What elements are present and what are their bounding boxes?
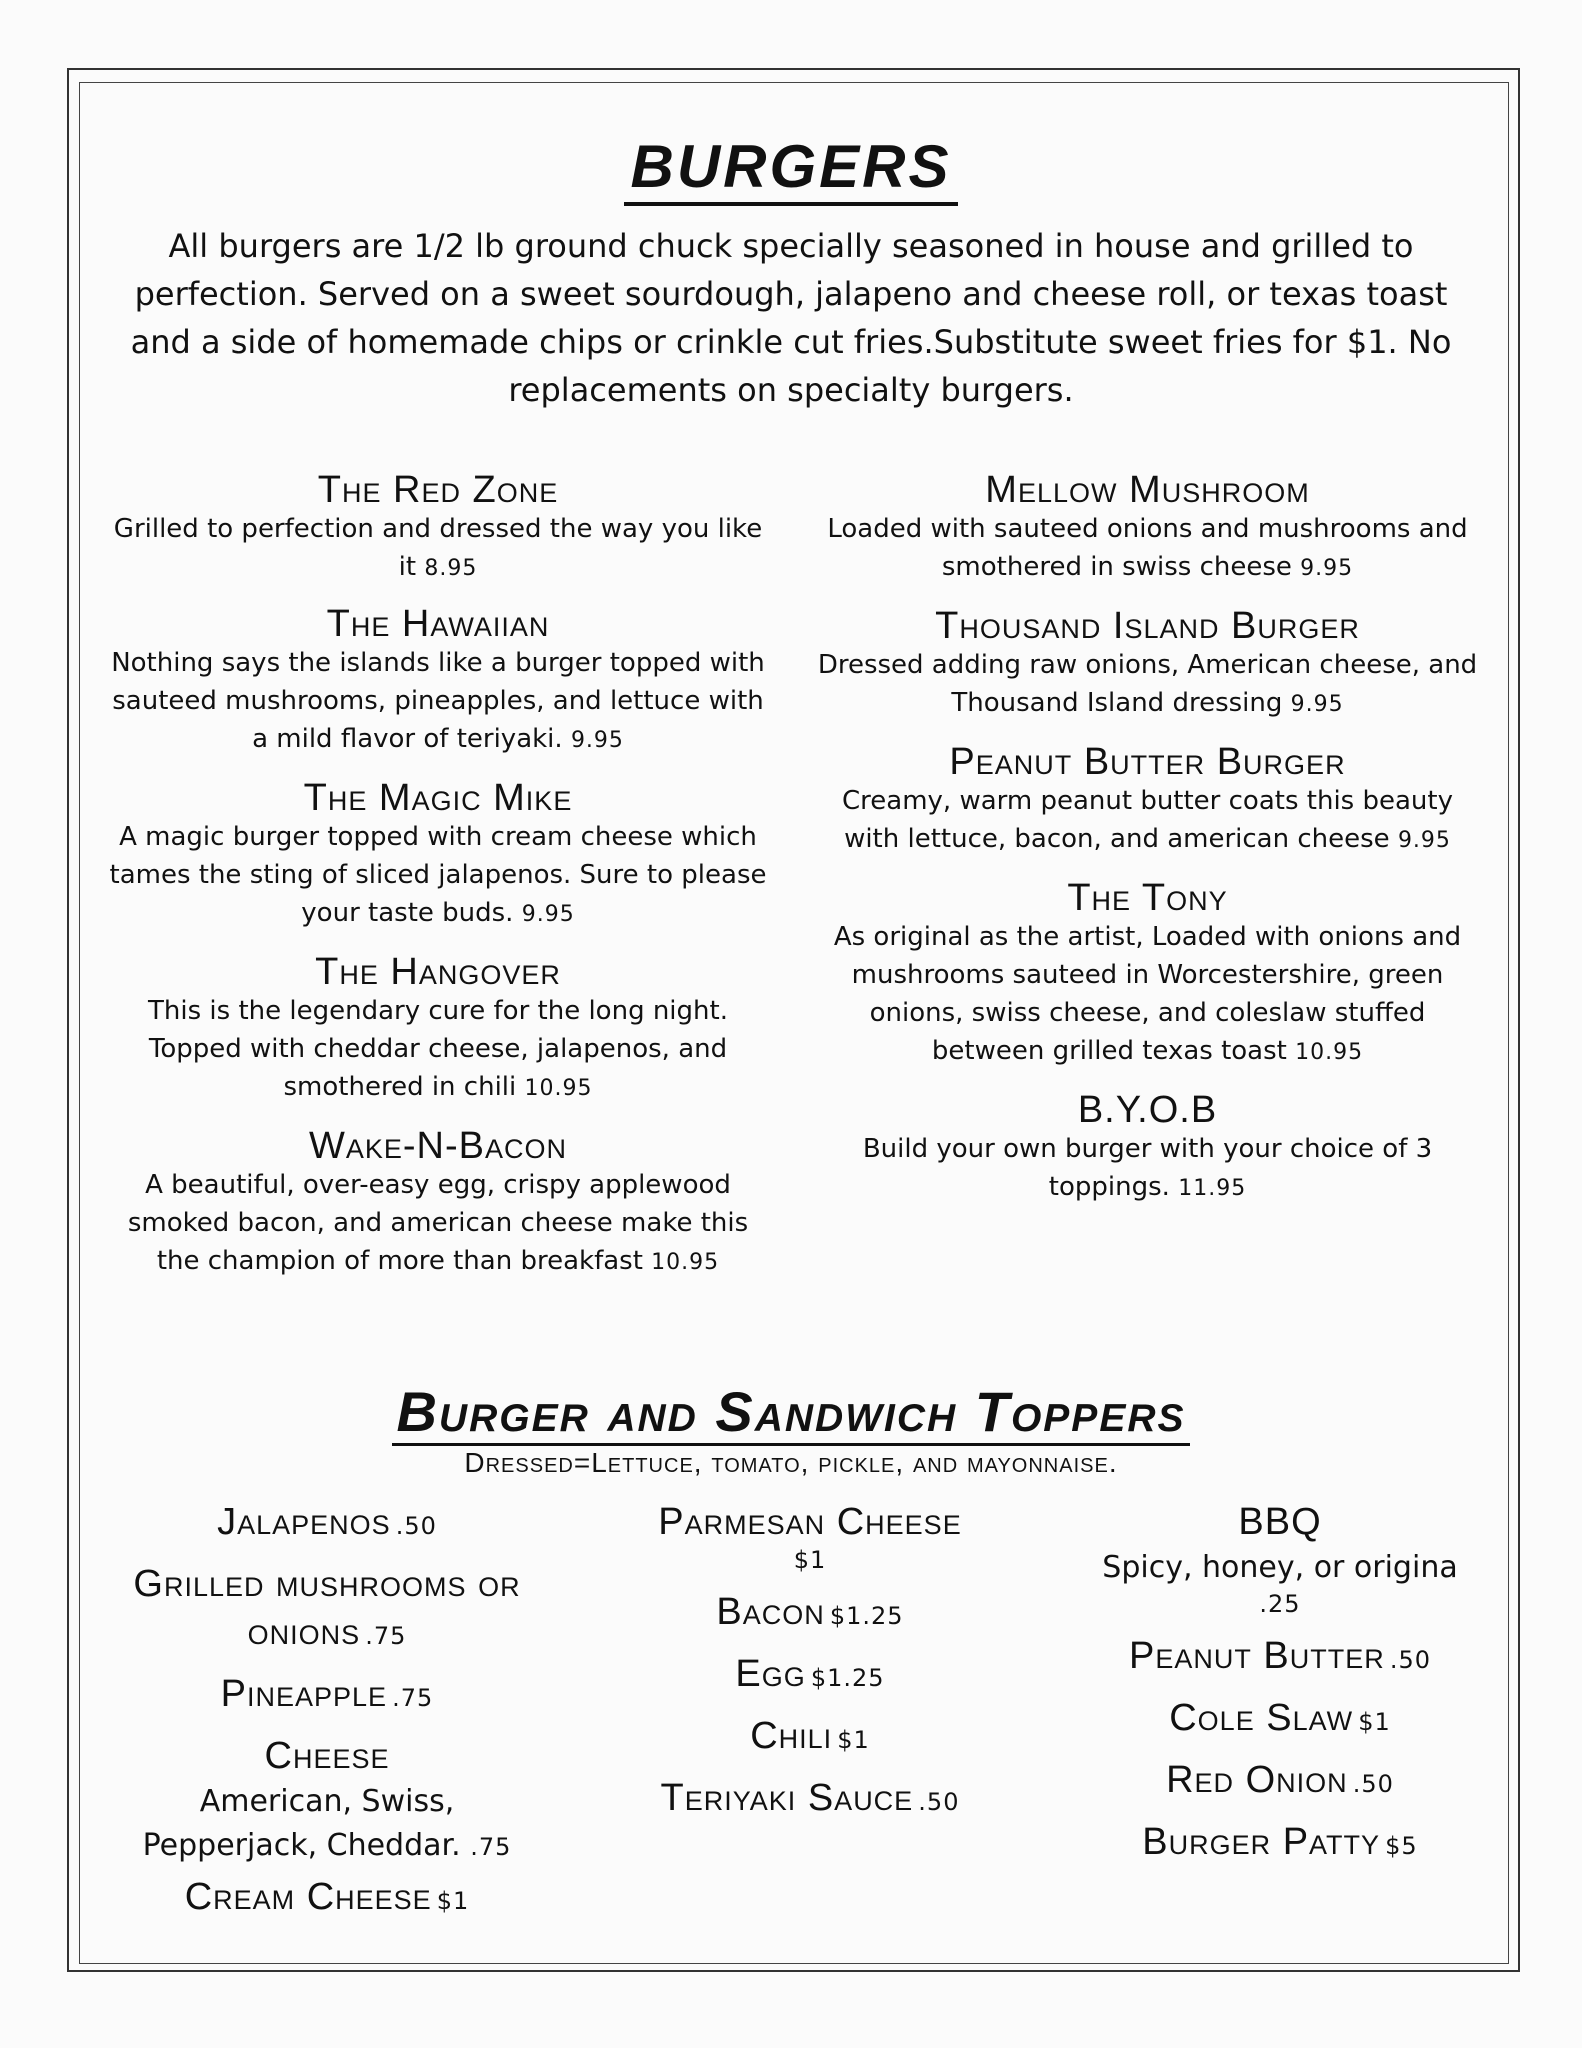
menu-item [108,604,768,760]
item-price: 10.95 [1295,1040,1364,1065]
topper-item [112,1873,542,1921]
topper-name: Chili [750,1715,833,1757]
item-name: B.Y.O.B [1077,1089,1218,1131]
topper-price: $1.25 [829,1602,904,1630]
topper-name: Red Onion [1166,1759,1348,1801]
menu-item [108,1126,768,1282]
topper-item [112,1560,542,1656]
toppers-title: Burger and Sandwich Toppers [0,1381,1582,1443]
item-price: 9.95 [570,728,624,753]
item-price: 9.95 [1290,692,1344,717]
topper-price: $1 [793,1546,827,1574]
item-name: The Hangover [315,951,561,993]
item-name: Mellow Mushroom [985,469,1310,511]
item-name: The Tony [1067,877,1228,919]
toppers-subtitle: Dressed=Lettuce, tomato, pickle, and mayonnaise. [464,1447,1118,1478]
item-price: 9.95 [1300,556,1354,581]
topper-name: Burger Patty [1142,1821,1381,1863]
topper-item [580,1650,1040,1698]
topper-price: .75 [470,1833,512,1861]
topper-price: $1 [1358,1708,1391,1736]
item-price: 10.95 [651,1250,720,1275]
toppers-column-2 [580,1498,1040,1836]
item-price: 10.95 [524,1076,593,1101]
item-name: The Hawaiian [326,603,550,645]
item-description: Build your own burger with your choice of 3 toppings. 11.95 [862,1134,1433,1202]
topper-name: Egg [735,1653,806,1695]
topper-price: .50 [1352,1770,1394,1798]
topper-name: BBQ [1238,1501,1322,1543]
item-price: 9.95 [521,902,575,927]
item-name: Wake-N-Bacon [309,1125,567,1167]
intro-paragraph: All burgers are 1/2 lb ground chuck specially seasoned in house and grilled to perfection. Served on a sweet sourdough, jalapeno and cheese roll, or texas toast and a side of homemade chips or crinkle cut fries.Substitute sweet fries for $1. No replacements on specialty burgers. [130,227,1452,409]
menu-item [108,778,768,934]
menu-item [815,878,1480,1072]
menu-item [815,606,1480,724]
toppers-column-3 [1060,1498,1500,1880]
topper-price: .50 [918,1788,960,1816]
topper-price: .75 [392,1684,434,1712]
topper-description: Spicy, honey, or origina [1102,1550,1458,1585]
page-title: BURGERS [0,132,1582,202]
topper-price: $5 [1385,1832,1418,1860]
topper-item [1060,1756,1500,1804]
topper-name: Peanut Butter [1128,1635,1385,1677]
topper-price: $1 [436,1887,470,1915]
item-description: Creamy, warm peanut butter coats this beauty with lettuce, bacon, and american cheese 9.95 [842,786,1453,854]
topper-name: Cole Slaw [1169,1697,1354,1739]
topper-name: Cream Cheese [184,1876,432,1918]
menu-item [815,470,1480,588]
topper-item [1060,1498,1500,1618]
topper-name: Parmesan Cheese [658,1501,962,1543]
topper-price: .50 [395,1512,437,1540]
topper-name: Grilled mushrooms or onions [133,1563,521,1653]
topper-name: Jalapenos [217,1501,391,1543]
topper-item [112,1670,542,1718]
topper-item [1060,1632,1500,1680]
topper-name: Teriyaki Sauce [660,1777,914,1819]
topper-price: $1 [837,1726,870,1754]
topper-item [112,1732,542,1869]
topper-item [1060,1818,1500,1866]
item-price: 11.95 [1178,1176,1247,1201]
item-name: Peanut Butter Burger [949,741,1346,783]
topper-name: Bacon [716,1591,825,1633]
topper-price: $1.25 [810,1664,885,1692]
topper-description: American, Swiss, Pepperjack, Cheddar. .75 [142,1784,512,1863]
item-description: As original as the artist, Loaded with onions and mushrooms sauteed in Worcestershire, green onions, swiss cheese, and coleslaw stuffed between grilled texas toast 10.95 [833,922,1462,1066]
item-description: Dressed adding raw onions, American cheese, and Thousand Island dressing 9.95 [817,650,1478,718]
topper-price: .75 [365,1622,407,1650]
menu-item [815,742,1480,860]
item-description: Grilled to perfection and dressed the way you like it 8.95 [113,514,763,582]
menu-item [108,470,768,588]
item-description: Nothing says the islands like a burger topped with sauteed mushrooms, pineapples, and lettuce with a mild flavor of teriyaki. 9.95 [111,648,765,754]
burger-list-left [108,470,768,1300]
menu-item [815,1090,1480,1208]
toppers-column-1 [112,1498,542,1935]
topper-price: .50 [1389,1646,1431,1674]
topper-name: Pineapple [220,1673,388,1715]
item-description: A magic burger topped with cream cheese which tames the sting of sliced jalapenos. Sure to please your taste buds. 9.95 [109,822,767,928]
topper-item [580,1498,1040,1574]
item-price: 9.95 [1397,828,1451,853]
topper-item [580,1712,1040,1760]
topper-item [1060,1694,1500,1742]
topper-name: Cheese [264,1735,390,1777]
item-description: This is the legendary cure for the long night. Topped with cheddar cheese, jalapenos, and smothered in chili 10.95 [148,996,728,1102]
item-description: Loaded with sauteed onions and mushrooms and smothered in swiss cheese 9.95 [827,514,1468,582]
item-name: The Red Zone [317,469,559,511]
topper-price: .25 [1259,1590,1301,1618]
item-description: A beautiful, over-easy egg, crispy applewood smoked bacon, and american cheese make this the champion of more than breakfast 10.95 [127,1170,749,1276]
topper-item [112,1498,542,1546]
topper-item [580,1588,1040,1636]
item-price: 8.95 [424,556,478,581]
menu-item [108,952,768,1108]
burger-list-right [815,470,1480,1226]
item-name: The Magic Mike [303,777,573,819]
item-name: Thousand Island Burger [935,605,1360,647]
topper-item [580,1774,1040,1822]
